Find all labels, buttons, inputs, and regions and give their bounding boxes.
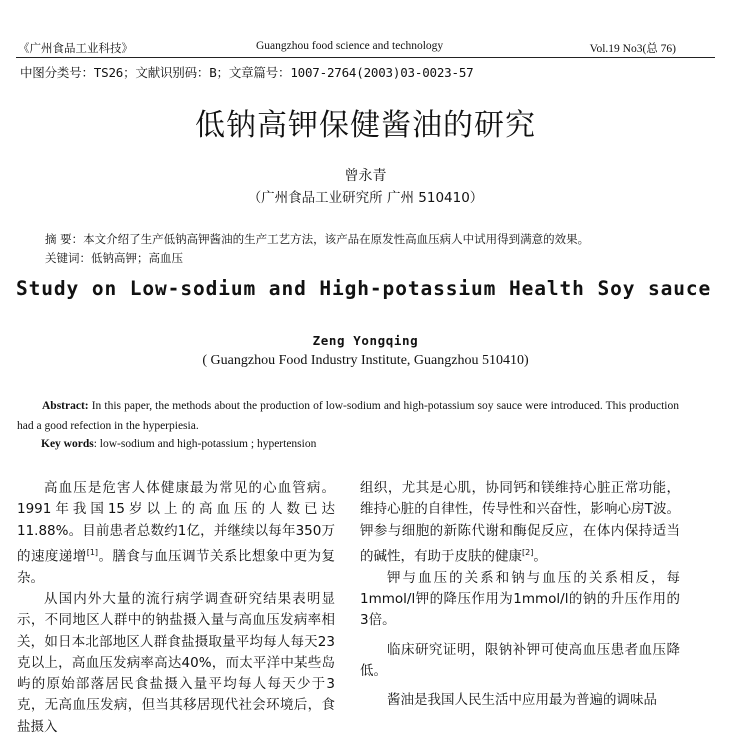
body-right-paragraph-2: 钾与血压的关系和钠与血压的关系相反，每1mmol/l钾的降压作用为1mmol/l的钠的升压作用的3倍。 [360, 569, 680, 629]
author-en: Zeng Yongqing [312, 333, 419, 348]
body-right-p1-end: 。 [533, 548, 547, 565]
keywords-en [41, 438, 316, 450]
body-left-paragraph-2: 从国内外大量的流行病学调查研究结果表明显示，不同地区人群中的钠盐摄入量与高血压发病率相关，如日本北部地区人群食盐摄取量平均每人每天23克以上，高血压发病率高达40%，而太平洋中某些岛屿的原始部落居民食盐摄入量平均每人每天少于3克，无高血压发病，但当其移居现代社会环境后，食盐摄入 [17, 590, 335, 735]
body-right-paragraph-1 [360, 478, 680, 568]
classification-line: 中图分类号：TS26；文献识别码：B；文章篇号：1007-2764(2003)03-0023-57 [20, 65, 474, 80]
body-left-column [17, 478, 335, 738]
body-left-p1-text: 高血压是危害人体健康最为常见的心血管病。1991年我国15岁以上的高血压的人数已达11.88%。目前患者总数约1亿，并继续以每年350万的速度递增 [17, 480, 335, 565]
body-left-p1-end: 。膳食与血压调节关系比想象中更为复杂。 [17, 548, 336, 586]
title-cn: 低钠高钾保健酱油的研究 [195, 108, 536, 143]
abstract-cn-label: 摘 要： [45, 232, 84, 246]
citation-2: [2] [522, 547, 534, 557]
body-right-p1-text: 组织，尤其是心肌，协同钙和镁维持心脏正常功能，维持心脏的自律性，传导性和兴奋性，影响心房T波。钾参与细胞的新陈代谢和酶促反应，在体内保持适当的碱性，有助于皮肤的健康 [360, 480, 680, 565]
title-en: Study on Low-sodium and High-potassium Health Soy sauce [16, 277, 712, 300]
abstract-cn-text: 本文介绍了生产低钠高钾酱油的生产工艺方法，该产品在原发性高血压病人中试用得到满意的效果。 [83, 232, 590, 246]
journal-name-en: Guangzhou food science and technology [256, 40, 444, 52]
keywords-cn-text: 低钠高钾；高血压 [91, 251, 183, 265]
keywords-en-label: Key words [41, 438, 94, 450]
header-rule [16, 57, 715, 58]
body-right-column [360, 478, 680, 711]
keywords-cn-label: 关键词： [45, 251, 91, 265]
journal-volume: Vol.19 No3(总 76) [589, 43, 676, 55]
abstract-en-text: In this paper, the methods about the production of low-sodium and high-potassium soy sauce were introduced. This production had a good refection in the hyperpiesia. [17, 400, 679, 432]
body-left-paragraph-1 [17, 478, 335, 589]
journal-name-cn: 《广州食品工业科技》 [18, 43, 133, 55]
abstract-en [17, 396, 679, 436]
citation-1: [1] [86, 547, 99, 557]
keywords-en-text: : low-sodium and high-potassium ; hypertension [93, 438, 317, 450]
abstract-en-label: Abstract: [42, 400, 89, 412]
abstract-cn [45, 231, 589, 247]
author-cn: 曾永青 [344, 168, 387, 184]
affiliation-cn: （广州食品工业研究所 广州 510410） [247, 190, 484, 206]
keywords-cn [45, 250, 183, 266]
body-right-paragraph-3: 临床研究证明，限钠补钾可使高血压患者血压降低。 [360, 641, 680, 679]
affiliation-en: ( Guangzhou Food Industry Institute, Guangzhou 510410) [202, 353, 529, 368]
body-right-paragraph-4: 酱油是我国人民生活中应用最为普遍的调味品 [387, 692, 657, 709]
